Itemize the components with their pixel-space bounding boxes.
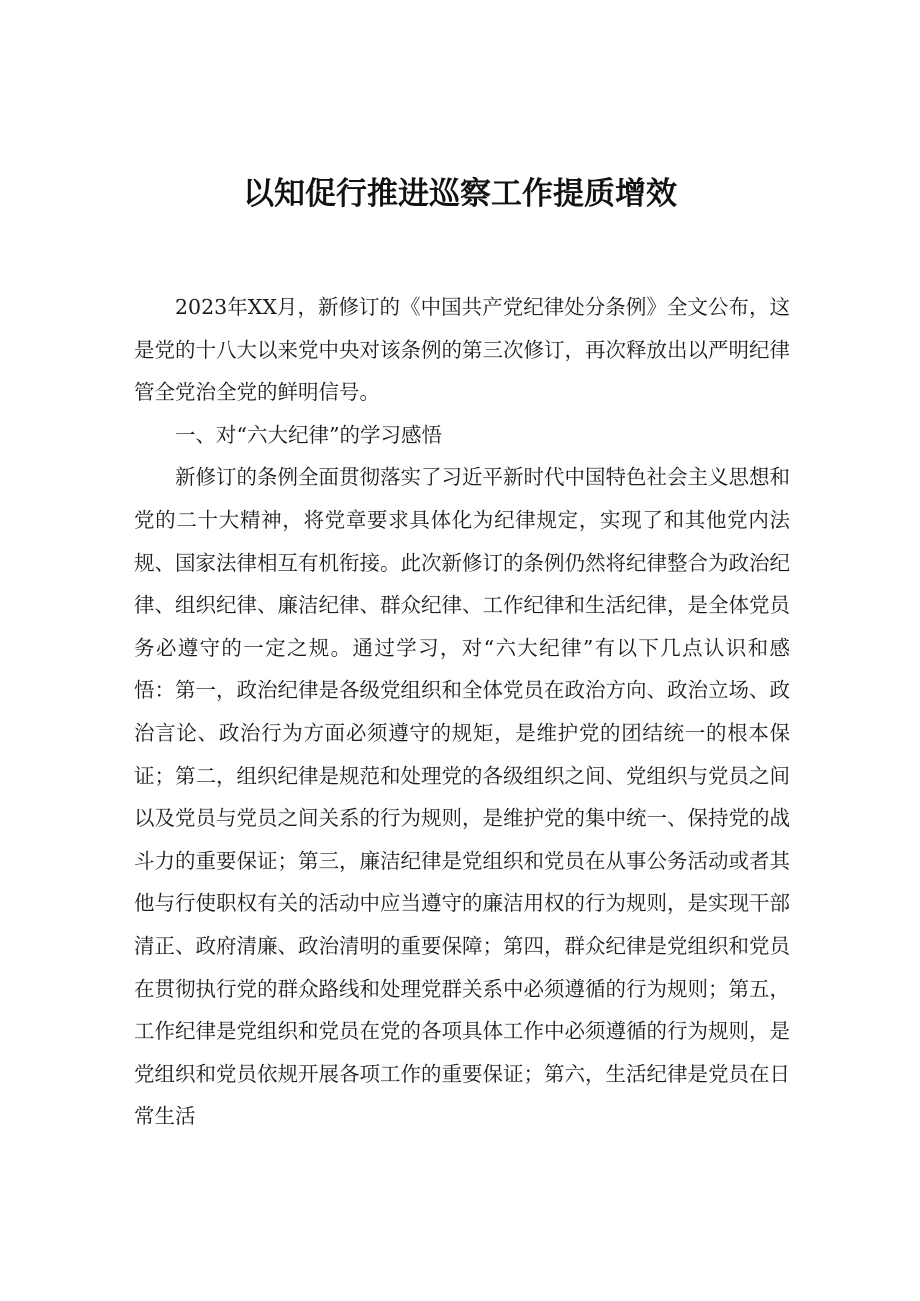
paragraph-intro: 2023年XX月，新修订的《中国共产党纪律处分条例》全文公布，这是党的十八大以来党中央对该条例的第三次修订，再次释放出以严明纪律管全党治全党的鲜明信号。 bbox=[134, 295, 790, 405]
section-heading: 一、对“六大纪律”的学习感悟 bbox=[175, 422, 442, 447]
document-title: 以知促行推进巡察工作提质增效 bbox=[243, 176, 677, 212]
document-body bbox=[134, 286, 790, 1138]
paragraph-body: 新修订的条例全面贯彻落实了习近平新时代中国特色社会主义思想和党的二十大精神，将党章要求具体化为纪律规定，实现了和其他党内法规、国家法律相互有机衔接。此次新修订的条例仍然将纪律整合为政治纪律、组织纪律、廉洁纪律、群众纪律、工作纪律和生活纪律，是全体党员务必遵守的一定之规。通过学习，对“六大纪律”有以下几点认识和感悟：第一，政治纪律是各级党组织和全体党员在政治方向、政治立场、政治言论、政治行为方面必须遵守的规矩，是维护党的团结统一的根本保证；第二，组织纪律是规范和处理党的各级组织之间、党组织与党员之间以及党员与党员之间关系的行为规则，是维护党的集中统一、保持党的战斗力的重要保证；第三，廉洁纪律是党组织和党员在从事公务活动或者其他与行使职权有关的活动中应当遵守的廉洁用权的行为规则，是实现干部清正、政府清廉、政治清明的重要保障；第四，群众纪律是党组织和党员在贯彻执行党的群众路线和处理党群关系中必须遵循的行为规则；第五，工作纪律是党组织和党员在党的各项具体工作中必须遵循的行为规则，是党组织和党员依规开展各项工作的重要保证；第六，生活纪律是党员在日常生活 bbox=[134, 465, 790, 1129]
